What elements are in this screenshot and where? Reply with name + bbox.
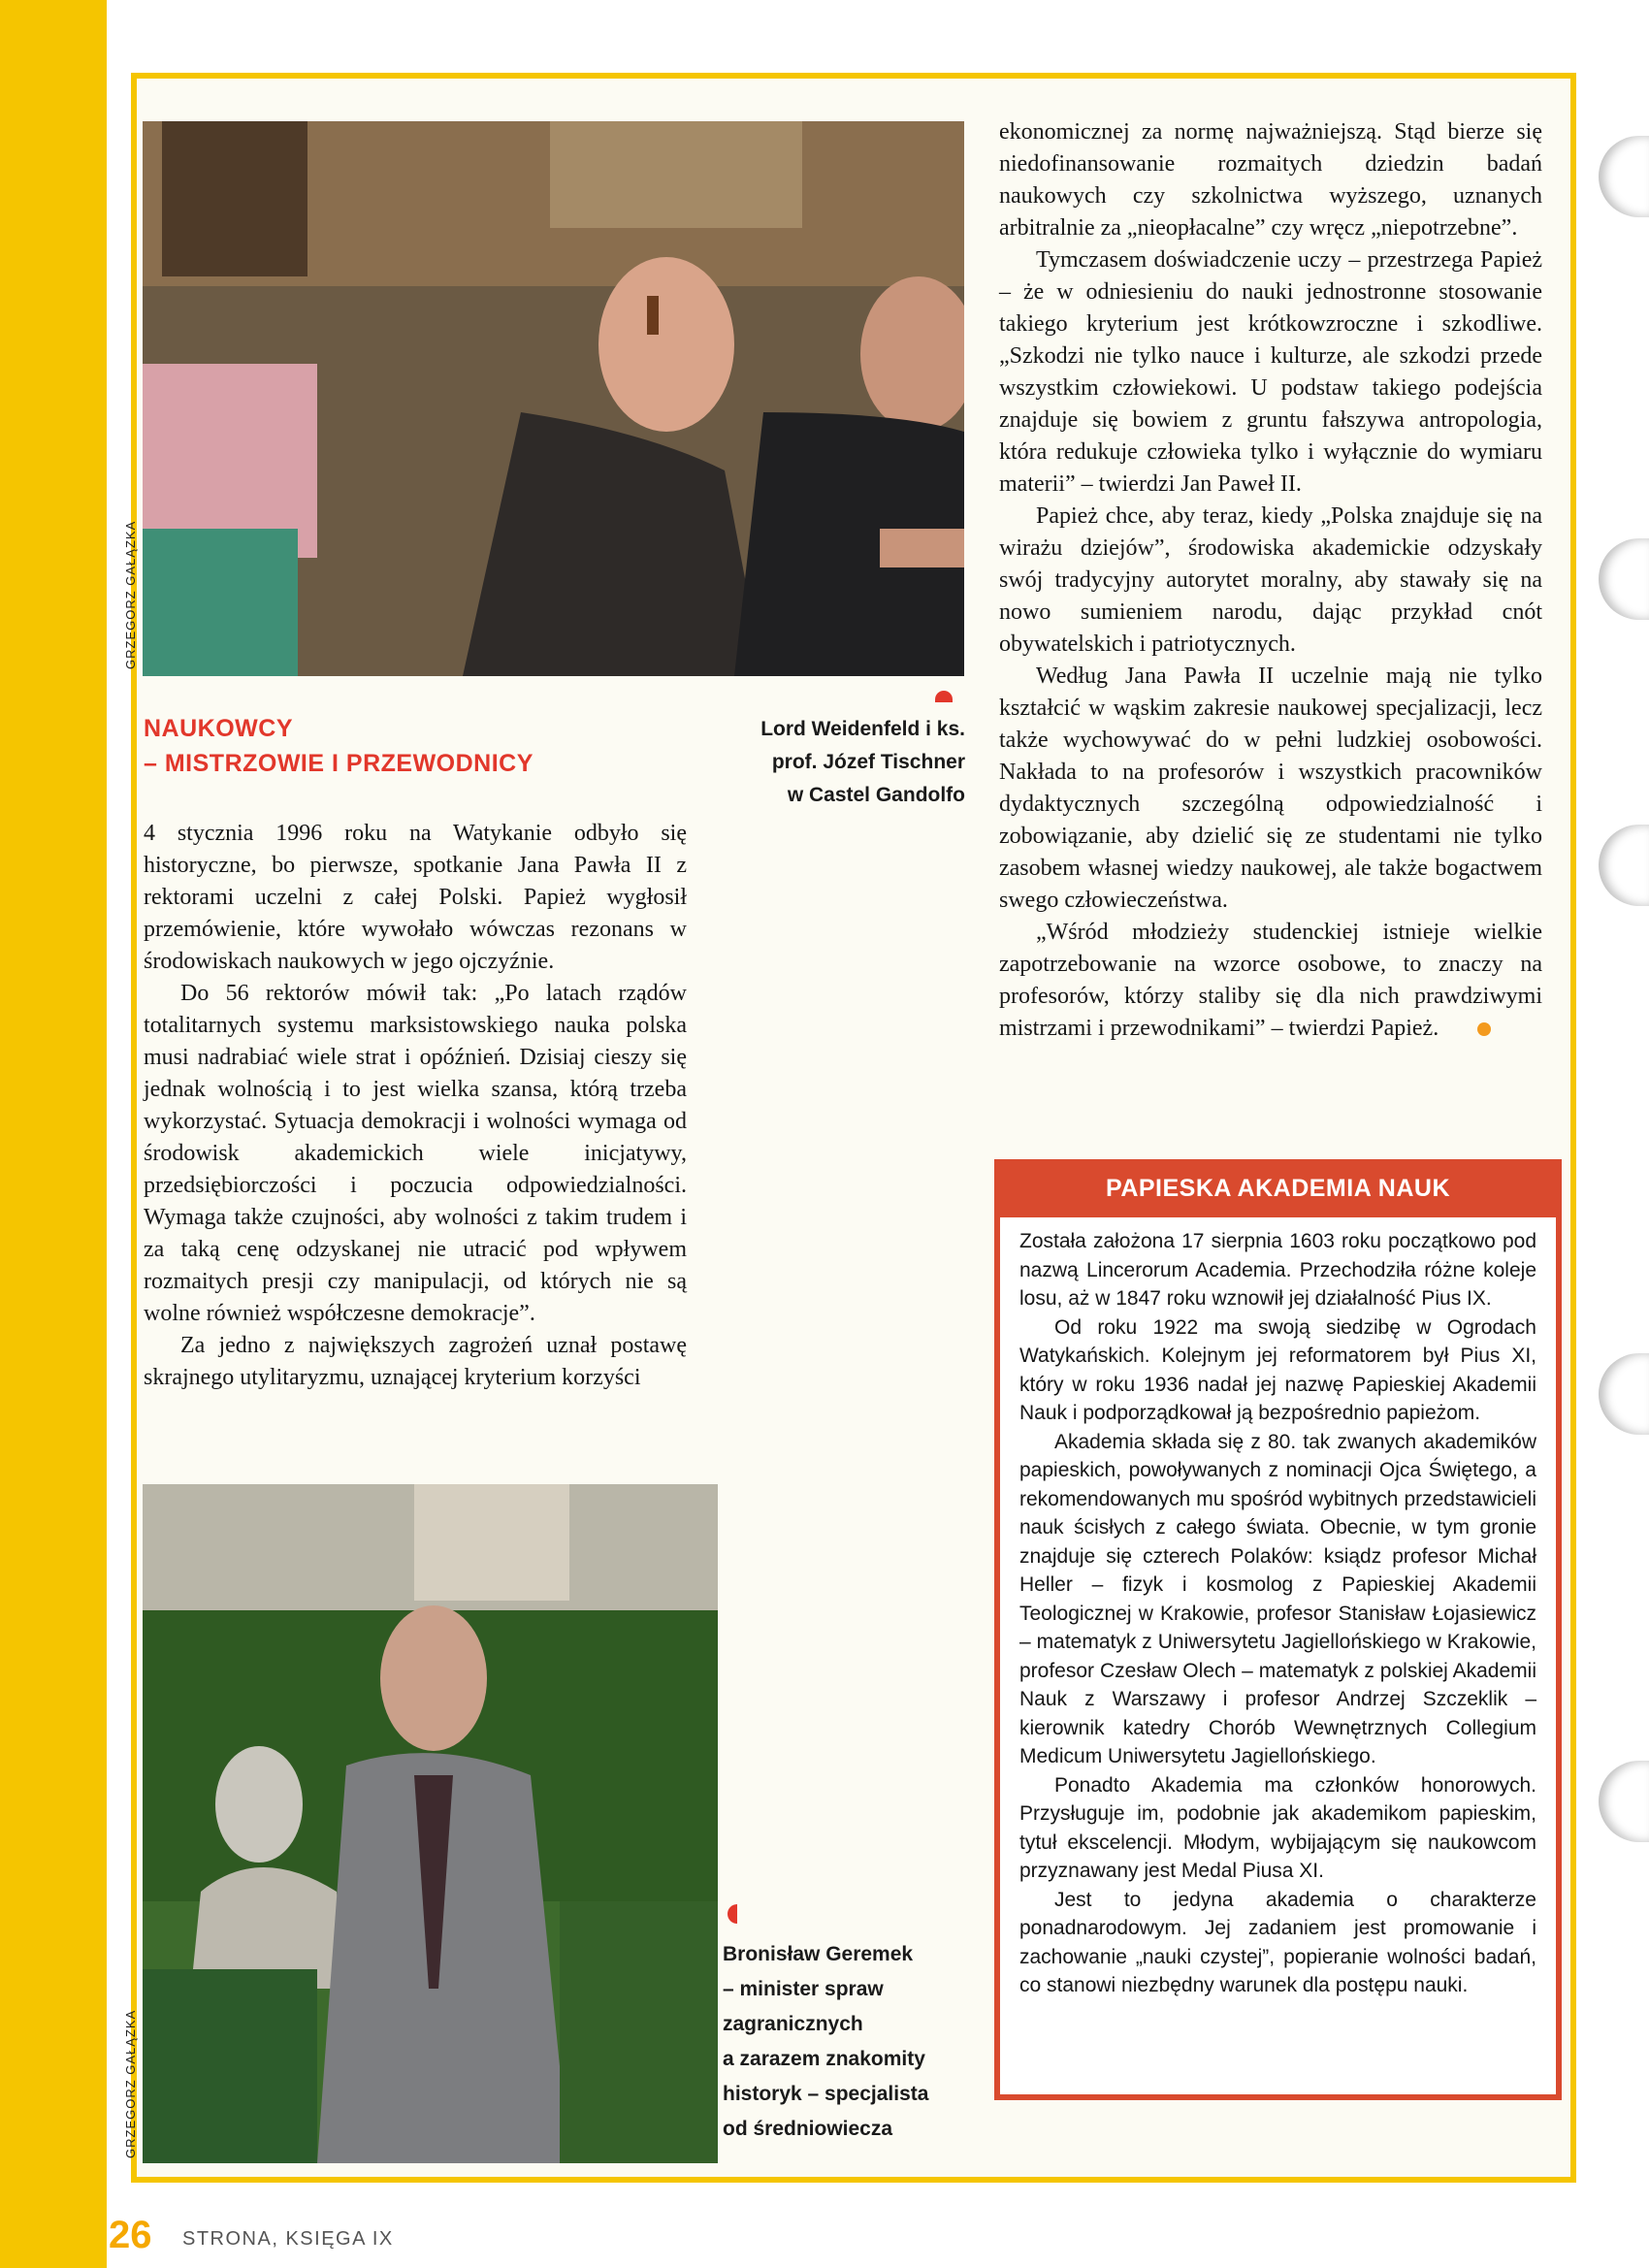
photo-credit: GRZEGORZ GAŁĄZKA	[123, 2009, 138, 2158]
paragraph: Papież chce, aby teraz, kiedy „Polska znajduje się na wirażu dziejów”, środowiska akademickie odzyskały swój tradycyjny autorytet moralny, aby stawały się na nowo sumieniem narodu, dając przykład cnót obywatelskich i patriotycznych.	[999, 503, 1542, 657]
section-heading	[144, 711, 534, 781]
caption-line: zagranicznych	[723, 2013, 863, 2035]
caption-line: w Castel Gandolfo	[787, 784, 965, 806]
photo-illustration	[143, 121, 964, 676]
sidebar-box-title: PAPIESKA AKADEMIA NAUK	[1106, 1175, 1450, 1202]
caption-line: – minister spraw	[723, 1978, 884, 2000]
caption-line: Bronisław Geremek	[723, 1943, 914, 1965]
paragraph: Tymczasem doświadczenie uczy – przestrzega Papież – że w odniesieniu do nauki jednostronne stosowanie takiego kryterium jest krótkowzroczne i szkodliwe. „Szkodzi nie tylko nauce i kulturze, ale szkodzi przede wszystkim człowiekowi. U podstaw takiego podejścia znajduje się bowiem z gruntu fałszywa antropologia, która redukuje człowieka tylko i wyłącznie do wymiaru materii” – twierdzi Jan Paweł II.	[999, 247, 1542, 497]
left-column-text	[144, 818, 687, 1394]
caption-marker	[935, 691, 953, 702]
paragraph: ekonomicznej za normę najważniejszą. Stąd bierze się niedofinansowanie rozmaitych dziedzin badań naukowych czy szkolnictwa wyższego, uznanych arbitralnie za „nieopłacalne” czy wręcz „niepotrzebne”.	[999, 119, 1542, 241]
photo-illustration	[143, 1484, 718, 2163]
paragraph: 4 stycznia 1996 roku na Watykanie odbyło się historyczne, bo pierwsze, spotkanie Jana Pawła II z rektorami uczelni z całej Polski. Papież wygłosił przemówienie, które wywołało wówczas rezonans w środowiskach naukowych w jego ojczyźnie.	[144, 821, 687, 974]
paragraph-text: „Wśród młodzieży studenckiej istnieje wielkie zapotrzebowanie na wzorce osobowe, to znaczy na profesorów, którzy staliby się dla nich prawdziwymi mistrzami i przewodnikami” – twierdzi Papież.	[999, 920, 1542, 1041]
photo-weidenfeld-tischner	[143, 121, 964, 676]
end-of-article-bullet	[1477, 1022, 1491, 1036]
right-column-text	[999, 116, 1542, 1045]
paragraph: Jest to jedyna akademia o charakterze ponadnarodowym. Jej zadaniem jest promowanie i zachowanie „nauki czystej”, popieranie wolności badań, co stanowi niezbędny warunek dla postępu nauki.	[1019, 1888, 1536, 1996]
caption-line: Lord Weidenfeld i ks.	[760, 718, 965, 740]
left-yellow-band	[0, 0, 107, 2268]
photo-credit: GRZEGORZ GAŁĄZKA	[123, 520, 138, 669]
page-number: 26	[109, 2214, 152, 2256]
sidebar-box	[994, 1159, 1562, 2100]
paragraph: Za jedno z największych zagrożeń uznał postawę skrajnego utylitaryzmu, uznającej kryterium korzyści	[144, 1333, 687, 1390]
paragraph: Akademia składa się z 80. tak zwanych akademików papieskich, powoływanych z nominacji Ojca Świętego, a rekomendowanych mu spośród wybitnych przedstawicieli nauk ścisłych z całego świata. Obecnie, w tym gronie znajduje się czterech Polaków: ksiądz profesor Michał Heller – fizyk i kosmolog z Papieskiej Akademii Teologicznej w Krakowie, profesor Stanisław Łojasiewicz – matematyk z Uniwersytetu Jagiellońskiego w Krakowie, profesor Czesław Olech – matematyk z polskiej Akademii Nauk z Warszawy i profesor Andrzej Szczeklik – kierownik katedry Chorób Wewnętrznych Collegium Medicum Uniwersytetu Jagiellońskiego.	[1019, 1430, 1536, 1767]
paragraph	[999, 917, 1542, 1045]
footer-label: STRONA, KSIĘGA IX	[182, 2228, 394, 2250]
heading-line: – MISTRZOWIE I PRZEWODNICY	[144, 750, 534, 777]
sidebar-box-text	[1019, 1227, 1536, 2000]
caption-bottom	[723, 1937, 975, 2147]
caption-line: od średniowiecza	[723, 2118, 893, 2140]
caption-line: a zarazem znakomity	[723, 2048, 925, 2070]
photo-geremek	[143, 1484, 718, 2163]
paragraph: Ponadto Akademia ma członków honorowych. Przysługuje im, podobnie jak akademikom papieskim, tytuł ekscelencji. Młodym, wybijającym się naukowcom przyznawany jest Medal Piusa XI.	[1019, 1773, 1536, 1882]
sidebar-box-body	[1000, 1217, 1556, 2094]
paragraph: Do 56 rektorów mówił tak: „Po latach rządów totalitarnych systemu marksistowskiego nauka polska musi nadrabiać wiele strat i opóźnień. Dzisiaj cieszy się jednak wolnością i to jest wielka szansa, którą trzeba wykorzystać. Sytuacja demokracji i wolności wymaga od środowisk akademickich wiele inicjatywy, przedsiębiorczości i poczucia odpowiedzialności. Wymaga także czujności, aby wolności z takim trudem i za taką cenę odzyskanej nie utracić pod wpływem rozmaitych presji czy manipulacji, od których nie są wolne również współczesne demokracje”.	[144, 981, 687, 1326]
caption-line: prof. Józef Tischner	[771, 751, 965, 773]
caption-line: historyk – specjalista	[723, 2083, 929, 2105]
paragraph: Od roku 1922 ma swoją siedzibę w Ogrodach Watykańskich. Kolejnym jej reformatorem był Pius XI, który w roku 1936 nadał jej nazwę Papieskiej Akademii Nauk i podporządkował ją bezpośrednio papieżom.	[1019, 1315, 1536, 1424]
paragraph: Została założona 17 sierpnia 1603 roku początkowo pod nazwą Lincerorum Academia. Przechodziła różne koleje losu, aż w 1847 roku wznowił jej działalność Pius IX.	[1019, 1230, 1536, 1310]
heading-line: NAUKOWCY	[144, 715, 293, 742]
paragraph: Według Jana Pawła II uczelnie mają nie tylko kształcić w wąskim zakresie naukowej specjalizacji, lecz także wychowywać do w pełni ludzkiej osobowości. Nakłada to na profesorów i wszystkich pracowników dydaktycznych szczególną odpowiedzialność i zobowiązanie, aby dzielić się ze studentami nie tylko zasobem własnej wiedzy naukowej, ale także bogactwem swego człowieczeństwa.	[999, 664, 1542, 913]
caption-top	[698, 713, 965, 812]
